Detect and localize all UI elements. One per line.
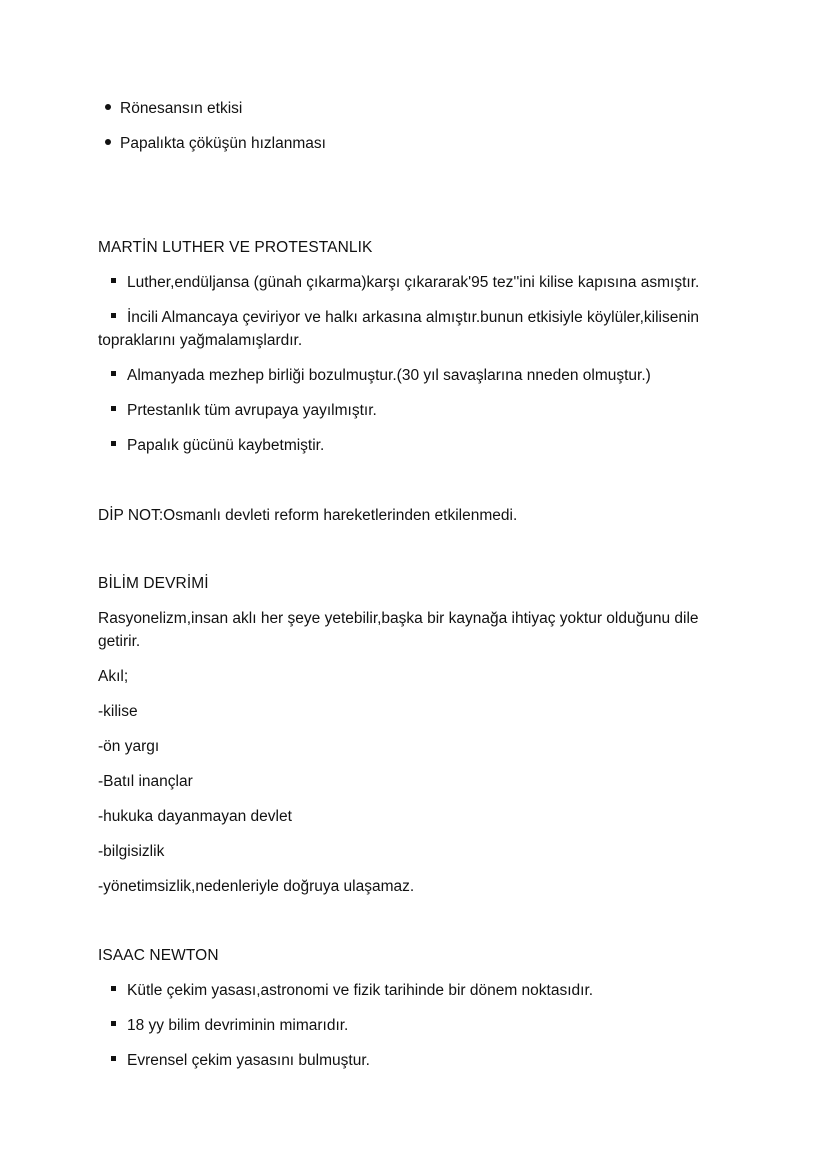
bullet-item: Luther,endüljansa (günah çıkarma)karşı çıkararak'95 tez''ini kilise kapısına asmıştır. xyxy=(111,271,728,294)
bullet-item: Papalık gücünü kaybetmiştir. xyxy=(111,434,728,457)
paragraph-line: Rasyonelizm,insan aklı her şeye yetebilir,başka bir kaynağa ihtiyaç yoktur olduğunu dile xyxy=(98,610,699,627)
list-item: -yönetimsizlik,nedenleriyle doğruya ulaşamaz. xyxy=(98,878,415,895)
bullet-item-continuation: topraklarını yağmalamışlardır. xyxy=(98,332,303,349)
list-item: -hukuka dayanmayan devlet xyxy=(98,808,292,825)
bullet-item: Almanyada mezhep birliği bozulmuştur.(30 yıl savaşlarına nneden olmuştur.) xyxy=(111,364,728,387)
bullet-item: Prtestanlık tüm avrupaya yayılmıştır. xyxy=(111,399,728,422)
bullet-item: Evrensel çekim yasasını bulmuştur. xyxy=(111,1049,728,1072)
bullet-item: Kütle çekim yasası,astronomi ve fizik tarihinde bir dönem noktasıdır. xyxy=(111,979,728,1002)
section-heading-bilim: BİLİM DEVRİMİ xyxy=(98,575,209,592)
bullet-item: İncili Almancaya çeviriyor ve halkı arkasına almıştır.bunun etkisiyle köylüler,kilisenin xyxy=(111,306,728,329)
bullet-item: Rönesansın etkisi xyxy=(105,97,728,120)
bullet-item: Papalıkta çöküşün hızlanması xyxy=(105,132,728,155)
bullet-item: 18 yy bilim devriminin mimarıdır. xyxy=(111,1014,728,1037)
footnote: DİP NOT:Osmanlı devleti reform hareketlerinden etkilenmedi. xyxy=(98,507,518,524)
section-heading-luther: MARTİN LUTHER VE PROTESTANLIK xyxy=(98,239,373,256)
akil-label: Akıl; xyxy=(98,668,129,685)
paragraph-line: getirir. xyxy=(98,633,141,650)
list-item: -bilgisizlik xyxy=(98,843,165,860)
section-heading-newton: ISAAC NEWTON xyxy=(98,947,219,964)
list-item: -ön yargı xyxy=(98,738,160,755)
list-item: -Batıl inançlar xyxy=(98,773,193,790)
list-item: -kilise xyxy=(98,703,138,720)
